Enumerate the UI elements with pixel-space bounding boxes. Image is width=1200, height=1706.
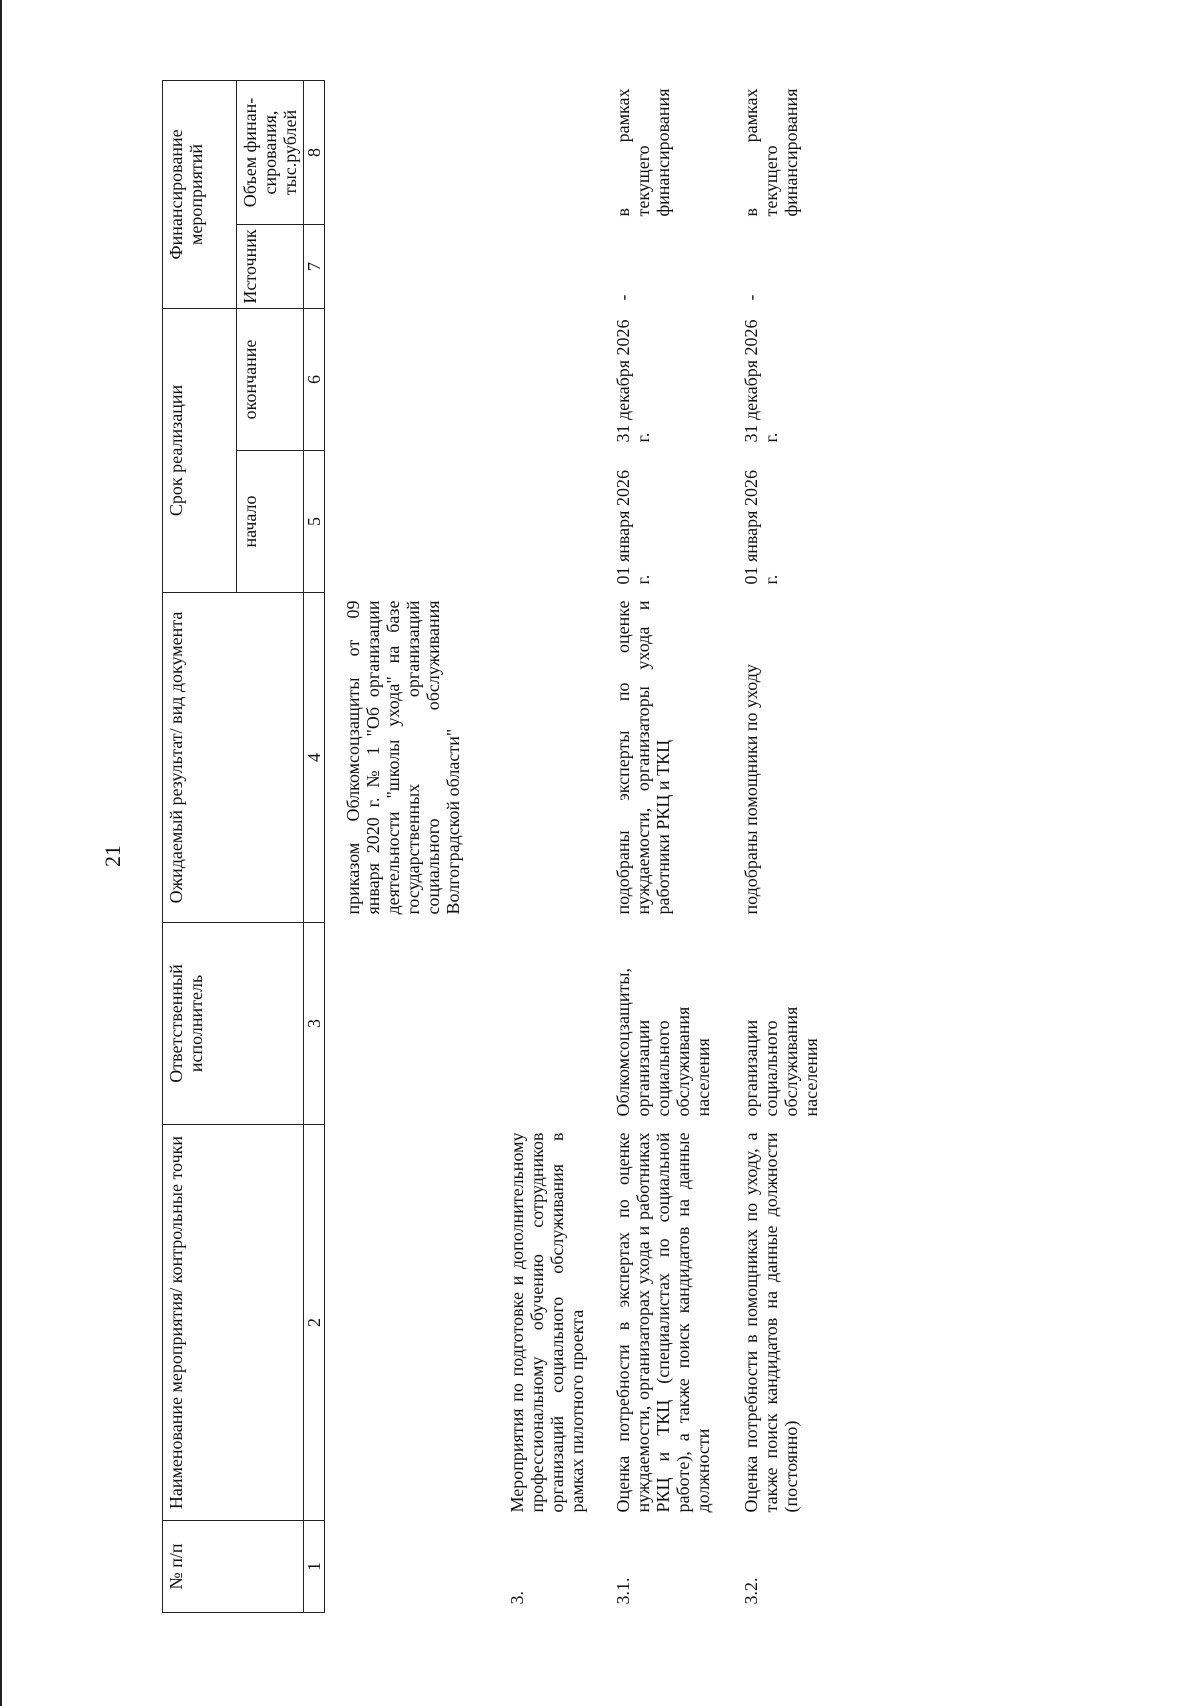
row-result: подобраны эксперты по оценке нуждаемости, организаторы ухода и работники РКЦ и ТКЦ [613, 600, 673, 915]
column-index: 4 [304, 593, 325, 923]
page-number: 21 [100, 845, 125, 867]
header-financing: Финансирование мероприятий [163, 81, 237, 309]
row-executor: Облкомсоцзащиты, организации социального обслуживания населения [613, 968, 713, 1117]
column-index: 2 [304, 1125, 325, 1521]
row-source: - [741, 294, 761, 301]
row-start: 01 января 2026 г. [741, 470, 781, 585]
row-name: Мероприятия по подготовке и дополнительному профессиональному обучению сотрудников организаций социального обслуживания в рамках пилотного проекта [507, 1132, 587, 1513]
header-period-start: начало [237, 451, 304, 593]
header-period: Срок реализации [163, 309, 237, 593]
row-number: 3.2. [741, 1577, 761, 1605]
column-index: 1 [304, 1521, 325, 1613]
header-num: № п/п [163, 1521, 304, 1613]
row-source [507, 225, 601, 309]
header-fin-amount: Объем финан-сирования, тыс.рублей [237, 81, 304, 225]
header-fin-source: Источник [237, 225, 304, 309]
row-executor [507, 923, 601, 1125]
row-name: Оценка потребности в экспертах по оценке нуждаемости, организаторах ухода и работниках РКЦ и ТКЦ (специалистах по социальной работе), а также поиск кандидатов на данные должности [613, 1132, 713, 1513]
row-start [507, 451, 601, 593]
column-index: 3 [304, 923, 325, 1125]
row-amount [507, 81, 601, 225]
header-name: Наименование мероприятия/ контрольные точки [163, 1125, 304, 1521]
header-executor: Ответственный исполнитель [163, 923, 304, 1125]
column-index: 6 [304, 309, 325, 451]
header-result: Ожидаемый результат/ вид документа [163, 593, 304, 923]
table-row [601, 81, 729, 1613]
column-index: 8 [304, 81, 325, 225]
row-number: 3.1. [613, 1577, 633, 1605]
table-row [729, 81, 837, 1613]
continuation-result: приказом Облкомсоцзащиты от 09 января 2020 г. № 1 "Об организации деятельности "школы ухода" на базе государственных организаций социального обслуживания Волгоградской области" [343, 600, 463, 915]
header-period-end: окончание [237, 309, 304, 451]
row-name: Оценка потребности в помощниках по уходу, а также поиск кандидатов на данные должности (постоянно) [741, 1132, 801, 1513]
row-number: 3. [507, 1591, 527, 1605]
row-end: 31 декабря 2026 г. [613, 319, 653, 443]
row-amount: в рамках текущего финансирования [741, 88, 801, 217]
column-index: 7 [304, 225, 325, 309]
row-end [507, 309, 601, 451]
column-index: 5 [304, 451, 325, 593]
row-result: подобраны помощники по уходу [741, 664, 761, 915]
row-start: 01 января 2026 г. [613, 470, 653, 585]
table-row-continuation [325, 81, 508, 1613]
row-source: - [613, 294, 633, 301]
row-amount: в рамках текущего финансирования [613, 88, 673, 217]
row-end: 31 декабря 2026 г. [741, 319, 781, 443]
row-result [507, 593, 601, 923]
row-executor: организации социального обслуживания населения [741, 1006, 821, 1117]
action-plan-table [162, 80, 837, 1613]
table-header [163, 81, 325, 1613]
table-row [507, 81, 601, 1613]
